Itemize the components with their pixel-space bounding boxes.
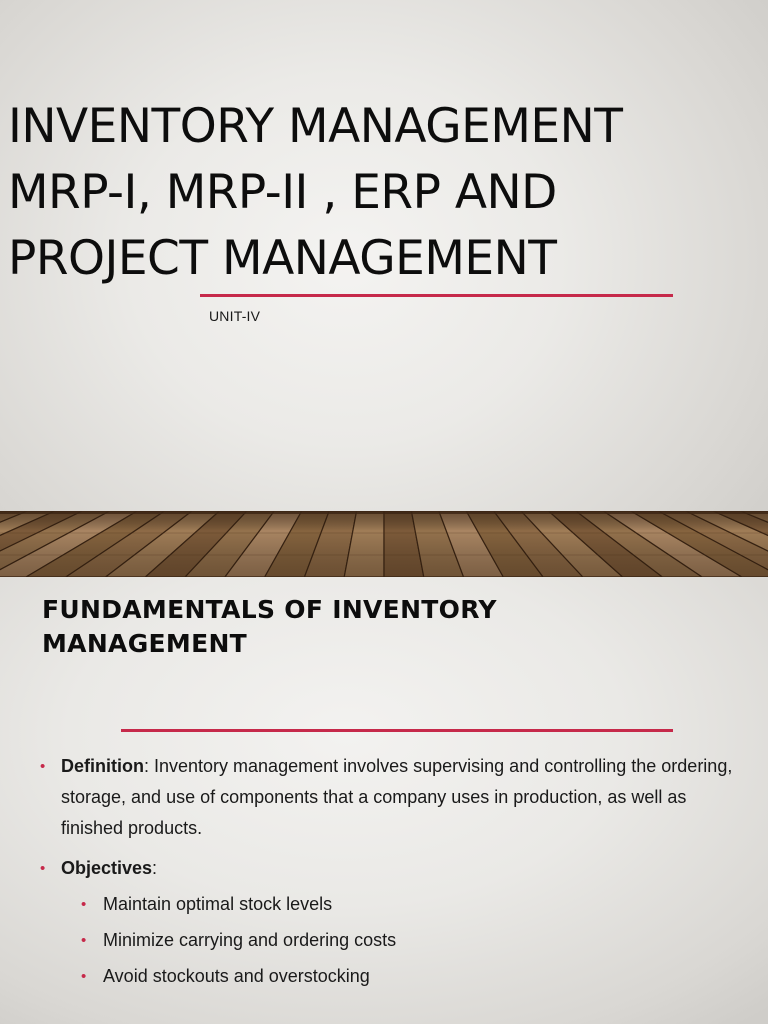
- slide-heading: [42, 593, 497, 661]
- slide-title-line: MRP-I, MRP-II , ERP AND: [8, 165, 557, 220]
- slide-heading-line: MANAGEMENT: [42, 629, 248, 658]
- bullet-term: Objectives: [61, 858, 153, 878]
- bullet-icon: •: [81, 932, 87, 949]
- bullet-item: [40, 853, 740, 992]
- sub-bullet-item: [81, 889, 740, 920]
- slide-title: [8, 94, 768, 292]
- bullet-item: [40, 751, 740, 844]
- sub-bullet-text: Maintain optimal stock levels: [103, 894, 333, 914]
- sub-bullet-text: Avoid stockouts and overstocking: [103, 966, 370, 986]
- bullet-icon: •: [40, 860, 46, 877]
- heading-divider: [121, 729, 673, 732]
- wood-planks-graphic: [0, 511, 768, 577]
- slide-title-line: INVENTORY MANAGEMENT: [8, 99, 623, 154]
- bullet-text: :: [152, 858, 158, 878]
- slide-title-line: PROJECT MANAGEMENT: [8, 231, 557, 286]
- bullet-term: Definition: [61, 756, 144, 776]
- bullet-icon: •: [81, 968, 87, 985]
- bullet-list: [40, 751, 740, 992]
- sub-bullet-item: [81, 925, 740, 956]
- slide-subtitle: UNIT-IV: [209, 308, 261, 324]
- sub-bullet-list: [61, 889, 740, 992]
- title-divider: [200, 294, 673, 297]
- bullet-icon: •: [81, 896, 87, 913]
- sub-bullet-item: [81, 961, 740, 992]
- slide-heading-line: FUNDAMENTALS OF INVENTORY: [42, 595, 497, 624]
- content-slide: [0, 577, 768, 1024]
- sub-bullet-text: Minimize carrying and ordering costs: [103, 930, 397, 950]
- wooden-floor-image: [0, 511, 768, 577]
- bullet-icon: •: [40, 758, 46, 775]
- bullet-text: : Inventory management involves supervising and controlling the ordering, storage, and use of components that a company uses in production, as well as finished products.: [61, 756, 733, 838]
